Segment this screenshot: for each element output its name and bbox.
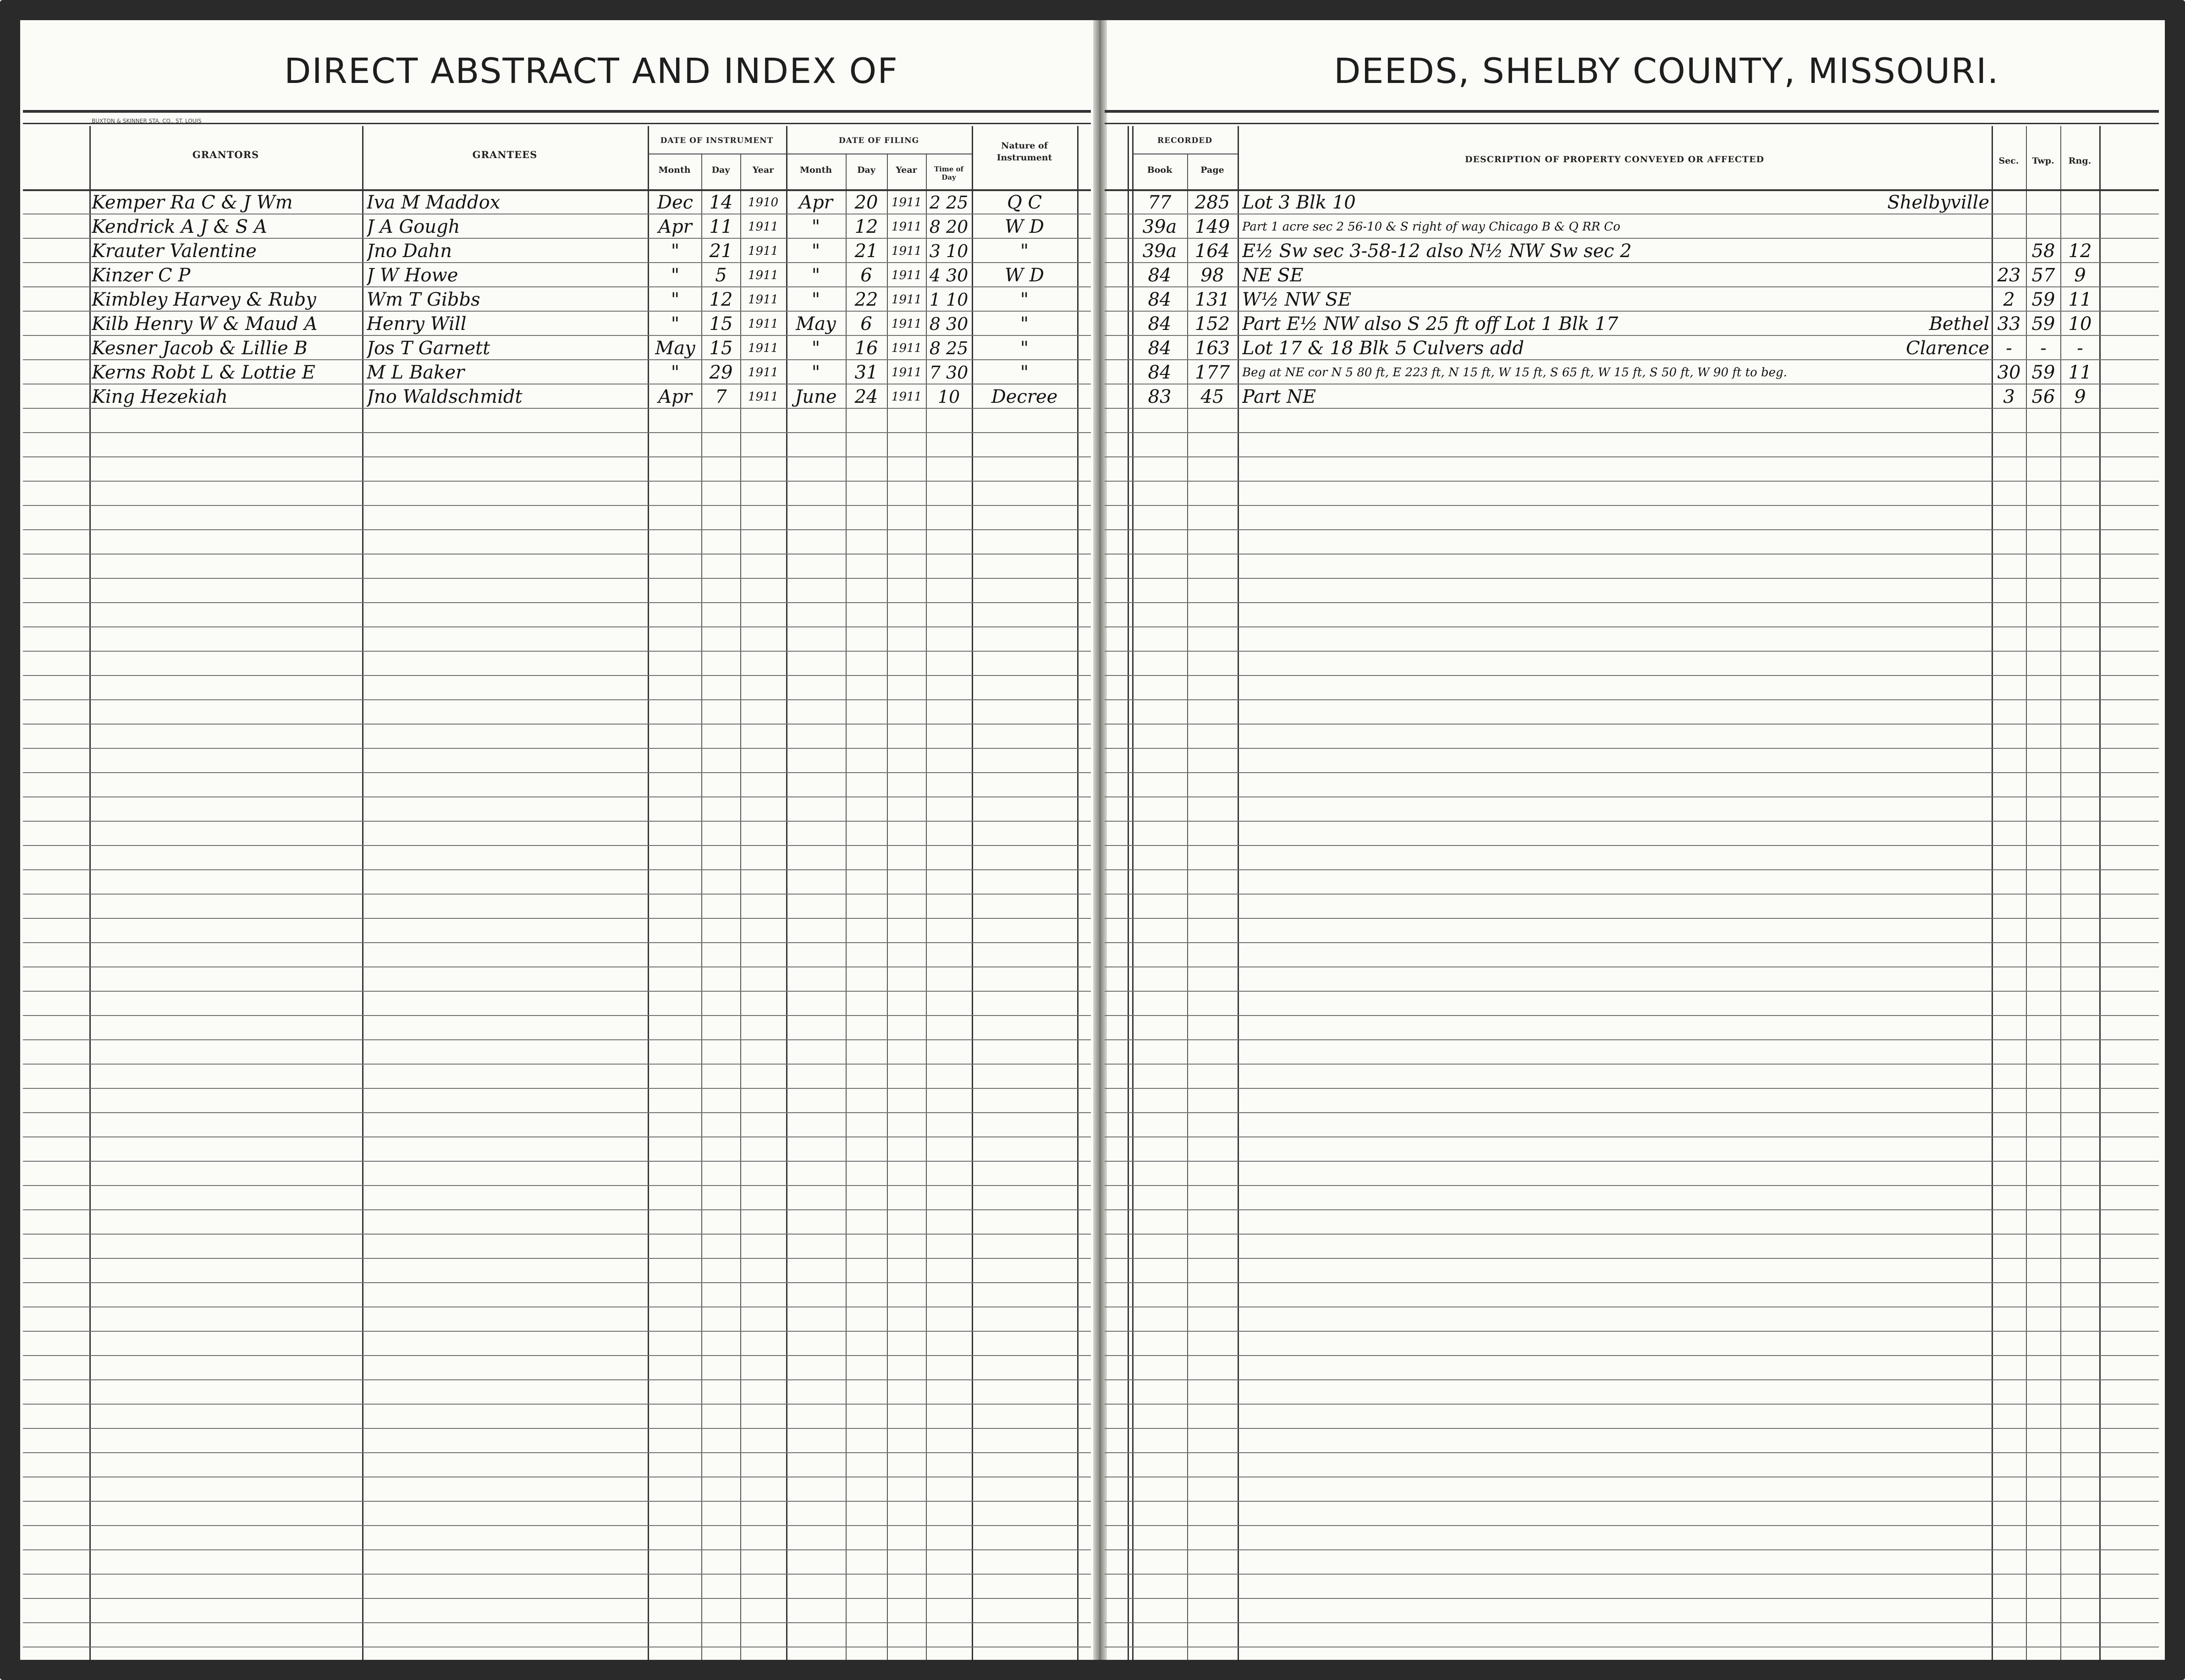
book-cell: 84 bbox=[1148, 289, 1172, 310]
time-cell: 2 25 bbox=[929, 192, 969, 213]
sec-cell bbox=[1992, 190, 2025, 215]
place-cell: Clarence bbox=[1906, 338, 1989, 359]
ledger-row-rule bbox=[1105, 1039, 2159, 1040]
rng-cell: 9 bbox=[2074, 386, 2086, 407]
grantor-cell: Kinzer C P bbox=[92, 265, 191, 286]
grantor-cell: King Hezekiah bbox=[92, 386, 228, 407]
ledger-row-rule bbox=[23, 529, 1091, 530]
grantee-cell: Jno Waldschmidt bbox=[367, 386, 523, 407]
inst-year-cell: 1911 bbox=[748, 293, 779, 307]
twp-cell bbox=[2027, 214, 2060, 239]
ledger-row-rule bbox=[1105, 894, 2159, 895]
ledger-row-rule bbox=[23, 1404, 1091, 1405]
ledger-row-rule bbox=[1105, 651, 2159, 652]
book-cell: 77 bbox=[1148, 192, 1172, 213]
header-recorded: RECORDED bbox=[1157, 136, 1212, 145]
header-rng: Rng. bbox=[2068, 156, 2091, 166]
rng-cell bbox=[2061, 214, 2099, 239]
ledger-row-rule bbox=[23, 1258, 1091, 1259]
twp-cell: 57 bbox=[2031, 265, 2055, 286]
rng-cell: 11 bbox=[2068, 362, 2092, 383]
header-twp: Twp. bbox=[2032, 156, 2054, 166]
ledger-row-rule bbox=[1105, 1428, 2159, 1429]
inst-month-cell: Apr bbox=[658, 386, 692, 407]
header-grantees: GRANTEES bbox=[472, 149, 538, 160]
sec-cell: 2 bbox=[2003, 289, 2015, 310]
sec-cell bbox=[1992, 214, 2025, 239]
ledger-row-rule bbox=[1105, 699, 2159, 700]
right-page-title: DEEDS, SHELBY COUNTY, MISSOURI. bbox=[1334, 50, 1999, 91]
ledger-row-rule bbox=[1105, 1282, 2159, 1283]
time-cell: 8 25 bbox=[929, 338, 969, 358]
grantor-cell: Kimbley Harvey & Ruby bbox=[92, 289, 316, 310]
fil-month-cell: " bbox=[811, 216, 820, 237]
fil-month-cell: " bbox=[811, 241, 820, 262]
fil-month-cell: June bbox=[795, 386, 837, 407]
fil-month-cell: " bbox=[811, 265, 820, 286]
ledger-row-rule bbox=[23, 1282, 1091, 1283]
sec-cell: 3 bbox=[2003, 386, 2015, 407]
grantee-cell: J W Howe bbox=[367, 265, 458, 286]
inst-year-cell: 1911 bbox=[748, 366, 779, 379]
nature-cell: Decree bbox=[991, 386, 1058, 407]
page-cell: 149 bbox=[1194, 216, 1230, 237]
ledger-row-rule bbox=[1105, 626, 2159, 627]
fil-year-cell: 1911 bbox=[891, 269, 922, 282]
ledger-row-rule bbox=[1105, 456, 2159, 457]
ledger-row-rule bbox=[23, 1452, 1091, 1453]
place-cell bbox=[1792, 214, 1989, 239]
ledger-row-rule bbox=[1105, 1136, 2159, 1137]
twp-cell: 59 bbox=[2031, 289, 2055, 310]
fil-day-cell: 21 bbox=[854, 241, 878, 262]
ledger-row-rule bbox=[23, 845, 1091, 846]
grantee-cell: Iva M Maddox bbox=[367, 192, 501, 213]
page-cell: 177 bbox=[1194, 362, 1230, 383]
ledger-row-rule bbox=[23, 554, 1091, 555]
ledger-row-rule bbox=[1105, 1015, 2159, 1016]
description-cell: NE SE bbox=[1242, 265, 1304, 286]
ledger-row-rule bbox=[1105, 1622, 2159, 1623]
ledger-row-rule bbox=[1105, 772, 2159, 773]
ledger-row-rule bbox=[1105, 432, 2159, 433]
inst-day-cell: 12 bbox=[709, 289, 733, 310]
rng-cell bbox=[2061, 190, 2099, 215]
ledger-row-rule bbox=[23, 675, 1091, 676]
ledger-row-rule bbox=[23, 1185, 1091, 1186]
inst-year-cell: 1911 bbox=[748, 341, 779, 355]
place-cell bbox=[1792, 384, 1989, 409]
ledger-row-rule bbox=[23, 432, 1091, 433]
ledger-row-rule bbox=[23, 1234, 1091, 1235]
rng-cell: 10 bbox=[2068, 313, 2092, 335]
header-sec: Sec. bbox=[1998, 156, 2019, 166]
place-cell bbox=[1792, 239, 1989, 264]
ledger-row-rule bbox=[1105, 845, 2159, 846]
inst-day-cell: 21 bbox=[709, 241, 733, 262]
fil-month-cell: May bbox=[796, 313, 836, 335]
ledger-row-rule bbox=[1105, 1209, 2159, 1210]
ledger-row-rule bbox=[1105, 1355, 2159, 1356]
sec-cell bbox=[1992, 239, 2025, 264]
ledger-row-rule bbox=[1105, 748, 2159, 749]
ledger-row-rule bbox=[1105, 1112, 2159, 1113]
ledger-row-rule bbox=[23, 1428, 1091, 1429]
fil-year-cell: 1911 bbox=[891, 196, 922, 209]
ledger-row-rule bbox=[23, 1574, 1091, 1575]
inst-month-cell: " bbox=[671, 289, 680, 310]
twp-cell bbox=[2027, 190, 2060, 215]
ledger-row-rule bbox=[1105, 1549, 2159, 1550]
grantee-cell: Jos T Garnett bbox=[367, 338, 490, 359]
ledger-row-rule bbox=[23, 724, 1091, 725]
inst-day-cell: 14 bbox=[709, 192, 733, 213]
fil-month-cell: " bbox=[811, 338, 820, 359]
time-cell: 4 30 bbox=[929, 265, 969, 285]
inst-month-cell: Dec bbox=[657, 192, 693, 213]
inst-day-cell: 11 bbox=[709, 216, 733, 237]
fil-day-cell: 31 bbox=[854, 362, 878, 383]
rng-cell: 11 bbox=[2068, 289, 2092, 310]
nature-cell: " bbox=[1020, 241, 1029, 262]
grantee-cell: M L Baker bbox=[367, 362, 465, 383]
time-cell: 8 30 bbox=[929, 314, 969, 334]
grantor-cell: Kendrick A J & S A bbox=[92, 216, 267, 237]
sec-cell: 33 bbox=[1997, 313, 2021, 335]
header-fil-day: Day bbox=[857, 165, 875, 175]
ledger-row-rule bbox=[23, 1088, 1091, 1089]
ledger-row-rule bbox=[23, 1355, 1091, 1356]
ledger-row-rule bbox=[1105, 1574, 2159, 1575]
ledger-row-rule bbox=[23, 1622, 1091, 1623]
header-nature: Nature of Instrument bbox=[996, 141, 1052, 163]
fil-day-cell: 16 bbox=[854, 338, 878, 359]
nature-cell: " bbox=[1020, 338, 1029, 359]
grantor-cell: Kesner Jacob & Lillie B bbox=[92, 338, 308, 359]
fil-year-cell: 1911 bbox=[891, 244, 922, 258]
ledger-row-rule bbox=[1105, 554, 2159, 555]
ledger-row-rule bbox=[1105, 505, 2159, 506]
page-cell: 98 bbox=[1200, 265, 1224, 286]
grantor-cell: Kerns Robt L & Lottie E bbox=[92, 362, 315, 383]
ledger-row-rule bbox=[23, 991, 1091, 992]
description-cell: W½ NW SE bbox=[1242, 289, 1352, 310]
ledger-row-rule bbox=[23, 456, 1091, 457]
inst-month-cell: " bbox=[671, 362, 680, 383]
description-cell: Part 1 acre sec 2 56-10 & S right of way Chicago B & Q RR Co bbox=[1242, 220, 1620, 234]
ledger-row-rule bbox=[23, 918, 1091, 919]
nature-cell: W D bbox=[1005, 265, 1044, 286]
page-cell: 131 bbox=[1194, 289, 1230, 310]
ledger-row-rule bbox=[23, 505, 1091, 506]
ledger-row-rule bbox=[1105, 796, 2159, 797]
header-page: Page bbox=[1200, 165, 1224, 175]
rng-cell: - bbox=[2077, 338, 2083, 359]
fil-year-cell: 1911 bbox=[891, 341, 922, 355]
header-fil-month: Month bbox=[799, 165, 832, 175]
page-cell: 45 bbox=[1200, 386, 1224, 407]
time-cell: 3 10 bbox=[929, 241, 969, 261]
ledger-row-rule bbox=[1105, 675, 2159, 676]
ledger-row-rule bbox=[1105, 1452, 2159, 1453]
ledger-row-rule bbox=[1105, 724, 2159, 725]
ledger-row-rule bbox=[23, 1112, 1091, 1113]
ledger-row-rule bbox=[23, 1331, 1091, 1332]
place-cell bbox=[1792, 287, 1989, 312]
time-cell: 10 bbox=[937, 387, 960, 407]
page-cell: 285 bbox=[1194, 192, 1230, 213]
grantor-cell: Krauter Valentine bbox=[92, 241, 257, 262]
ledger-row-rule bbox=[23, 1525, 1091, 1526]
ledger-row-rule bbox=[23, 1015, 1091, 1016]
inst-day-cell: 29 bbox=[709, 362, 733, 383]
left-ledger-table bbox=[23, 126, 1091, 1661]
twp-cell: - bbox=[2040, 338, 2047, 359]
ledger-row-rule bbox=[23, 651, 1091, 652]
ledger-row-rule bbox=[23, 796, 1091, 797]
inst-year-cell: 1911 bbox=[748, 390, 779, 404]
ledger-row-rule bbox=[1105, 1525, 2159, 1526]
ledger-row-rule bbox=[1105, 1379, 2159, 1380]
ledger-row-rule bbox=[1105, 481, 2159, 482]
twp-cell: 59 bbox=[2031, 313, 2055, 335]
grantee-cell: Jno Dahn bbox=[367, 241, 452, 262]
twp-cell: 59 bbox=[2031, 362, 2055, 383]
page-cell: 152 bbox=[1194, 313, 1230, 335]
sec-cell: 30 bbox=[1997, 362, 2021, 383]
header-inst-month: Month bbox=[658, 165, 691, 175]
ledger-row-rule bbox=[23, 772, 1091, 773]
ledger-row-rule bbox=[23, 894, 1091, 895]
inst-month-cell: " bbox=[671, 313, 680, 335]
fil-day-cell: 6 bbox=[860, 265, 872, 286]
ledger-row-rule bbox=[23, 578, 1091, 579]
nature-cell: " bbox=[1020, 362, 1029, 383]
ledger-row-rule bbox=[23, 602, 1091, 603]
title-rule bbox=[1105, 110, 2159, 113]
ledger-row-rule bbox=[23, 1549, 1091, 1550]
header-date-of-filing: DATE OF FILING bbox=[838, 136, 919, 145]
ledger-row-rule bbox=[1105, 602, 2159, 603]
inst-year-cell: 1911 bbox=[748, 244, 779, 258]
fil-year-cell: 1911 bbox=[891, 220, 922, 234]
ledger-row-rule bbox=[23, 1136, 1091, 1137]
ledger-row-rule bbox=[1105, 1501, 2159, 1502]
header-inst-day: Day bbox=[711, 165, 730, 175]
time-cell: 7 30 bbox=[929, 362, 969, 383]
book-cell: 83 bbox=[1148, 386, 1172, 407]
grantor-cell: Kemper Ra C & J Wm bbox=[92, 192, 293, 213]
fil-day-cell: 22 bbox=[854, 289, 878, 310]
nature-cell: " bbox=[1020, 289, 1029, 310]
ledger-row-rule bbox=[1105, 869, 2159, 870]
inst-month-cell: Apr bbox=[658, 216, 692, 237]
sec-cell: 23 bbox=[1997, 265, 2021, 286]
fil-year-cell: 1911 bbox=[891, 293, 922, 307]
ledger-row-rule bbox=[23, 942, 1091, 943]
place-cell: Shelbyville bbox=[1887, 192, 1989, 213]
inst-year-cell: 1911 bbox=[748, 317, 779, 331]
ledger-row-rule bbox=[1105, 1331, 2159, 1332]
ledger-row-rule bbox=[23, 1039, 1091, 1040]
ledger-row-rule bbox=[23, 1501, 1091, 1502]
sec-cell: - bbox=[2006, 338, 2012, 359]
left-page-title: DIRECT ABSTRACT AND INDEX OF bbox=[284, 50, 898, 91]
header-grantors: GRANTORS bbox=[192, 149, 259, 160]
ledger-row-rule bbox=[23, 1379, 1091, 1380]
description-cell: Part E½ NW also S 25 ft off Lot 1 Blk 17 bbox=[1242, 313, 1618, 335]
rng-cell: 9 bbox=[2074, 265, 2086, 286]
rng-cell: 12 bbox=[2068, 241, 2092, 262]
fil-day-cell: 24 bbox=[854, 386, 878, 407]
printer-imprint: BUXTON & SKINNER STA. CO., ST. LOUIS bbox=[92, 118, 202, 124]
ledger-row-rule bbox=[1105, 1185, 2159, 1186]
fil-day-cell: 6 bbox=[860, 313, 872, 335]
fil-month-cell: " bbox=[811, 289, 820, 310]
ledger-row-rule bbox=[23, 869, 1091, 870]
inst-day-cell: 15 bbox=[709, 313, 733, 335]
title-rule bbox=[23, 110, 1091, 113]
ledger-row-rule bbox=[1105, 1088, 2159, 1089]
ledger-row-rule bbox=[23, 481, 1091, 482]
inst-day-cell: 7 bbox=[715, 386, 727, 407]
ledger-row-rule bbox=[23, 748, 1091, 749]
ledger-row-rule bbox=[1105, 821, 2159, 822]
ledger-row-rule bbox=[1105, 942, 2159, 943]
header-description: DESCRIPTION OF PROPERTY CONVEYED OR AFFECTED bbox=[1465, 154, 1764, 165]
page-cell: 164 bbox=[1194, 241, 1230, 262]
nature-cell: " bbox=[1020, 313, 1029, 335]
ledger-row-rule bbox=[1105, 966, 2159, 967]
grantor-cell: Kilb Henry W & Maud A bbox=[92, 313, 318, 335]
ledger-row-rule bbox=[23, 626, 1091, 627]
description-cell: Lot 17 & 18 Blk 5 Culvers add bbox=[1242, 338, 1525, 359]
ledger-row-rule bbox=[23, 1161, 1091, 1162]
fil-day-cell: 12 bbox=[854, 216, 878, 237]
time-cell: 8 20 bbox=[929, 217, 969, 237]
twp-cell: 58 bbox=[2031, 241, 2055, 262]
description-cell: Lot 3 Blk 10 bbox=[1242, 192, 1356, 213]
header-fil-year: Year bbox=[896, 165, 917, 175]
ledger-row-rule bbox=[23, 699, 1091, 700]
ledger-row-rule bbox=[23, 966, 1091, 967]
fil-day-cell: 20 bbox=[854, 192, 878, 213]
nature-cell: W D bbox=[1005, 216, 1044, 237]
place-cell bbox=[1792, 263, 1989, 288]
ledger-row-rule bbox=[1105, 1064, 2159, 1065]
ledger-row-rule bbox=[1105, 1161, 2159, 1162]
header-inst-year: Year bbox=[752, 165, 774, 175]
book-cell: 84 bbox=[1148, 338, 1172, 359]
fil-year-cell: 1911 bbox=[891, 390, 922, 404]
fil-year-cell: 1911 bbox=[891, 317, 922, 331]
ledger-row-rule bbox=[1105, 529, 2159, 530]
book-cell: 84 bbox=[1148, 265, 1172, 286]
ledger-row-rule bbox=[23, 1209, 1091, 1210]
place-cell: Bethel bbox=[1929, 313, 1989, 335]
twp-cell: 56 bbox=[2031, 386, 2055, 407]
inst-day-cell: 15 bbox=[709, 338, 733, 359]
description-cell: E½ Sw sec 3-58-12 also N½ NW Sw sec 2 bbox=[1242, 241, 1632, 262]
book-cell: 84 bbox=[1148, 313, 1172, 335]
right-ledger-table bbox=[1105, 126, 2159, 1661]
title-rule bbox=[1105, 123, 2159, 124]
ledger-row-rule bbox=[1105, 1598, 2159, 1599]
book-cell: 84 bbox=[1148, 362, 1172, 383]
grantee-cell: Henry Will bbox=[367, 313, 467, 335]
grantee-cell: Wm T Gibbs bbox=[367, 289, 480, 310]
inst-year-cell: 1911 bbox=[748, 220, 779, 234]
time-cell: 1 10 bbox=[929, 290, 969, 310]
inst-year-cell: 1911 bbox=[748, 269, 779, 282]
book-cell: 39a bbox=[1142, 216, 1177, 237]
place-cell bbox=[1792, 360, 1989, 385]
inst-year-cell: 1910 bbox=[748, 196, 779, 209]
book-cell: 39a bbox=[1142, 241, 1177, 262]
ledger-row-rule bbox=[1105, 918, 2159, 919]
ledger-row-rule bbox=[1105, 1258, 2159, 1259]
page-cell: 163 bbox=[1194, 338, 1230, 359]
nature-cell: Q C bbox=[1007, 192, 1042, 213]
ledger-row-rule bbox=[23, 1598, 1091, 1599]
fil-month-cell: Apr bbox=[799, 192, 833, 213]
fil-month-cell: " bbox=[811, 362, 820, 383]
ledger-row-rule bbox=[23, 821, 1091, 822]
header-date-of-instrument: DATE OF INSTRUMENT bbox=[660, 136, 774, 145]
header-book: Book bbox=[1147, 165, 1172, 175]
grantee-cell: J A Gough bbox=[367, 216, 460, 237]
ledger-row-rule bbox=[23, 1064, 1091, 1065]
ledger-row-rule bbox=[1105, 1404, 2159, 1405]
description-cell: Part NE bbox=[1242, 386, 1316, 407]
inst-day-cell: 5 bbox=[715, 265, 727, 286]
ledger-row-rule bbox=[1105, 1234, 2159, 1235]
inst-month-cell: " bbox=[671, 241, 680, 262]
inst-month-cell: " bbox=[671, 265, 680, 286]
inst-month-cell: May bbox=[655, 338, 695, 359]
ledger-row-rule bbox=[1105, 578, 2159, 579]
description-cell: Beg at NE cor N 5 80 ft, E 223 ft, N 15 ft, W 15 ft, S 65 ft, W 15 ft, S 50 ft, W 90 ft to beg. bbox=[1242, 366, 1787, 379]
ledger-row-rule bbox=[1105, 991, 2159, 992]
header-time-of-day: Time of Day bbox=[934, 165, 963, 181]
fil-year-cell: 1911 bbox=[891, 366, 922, 379]
